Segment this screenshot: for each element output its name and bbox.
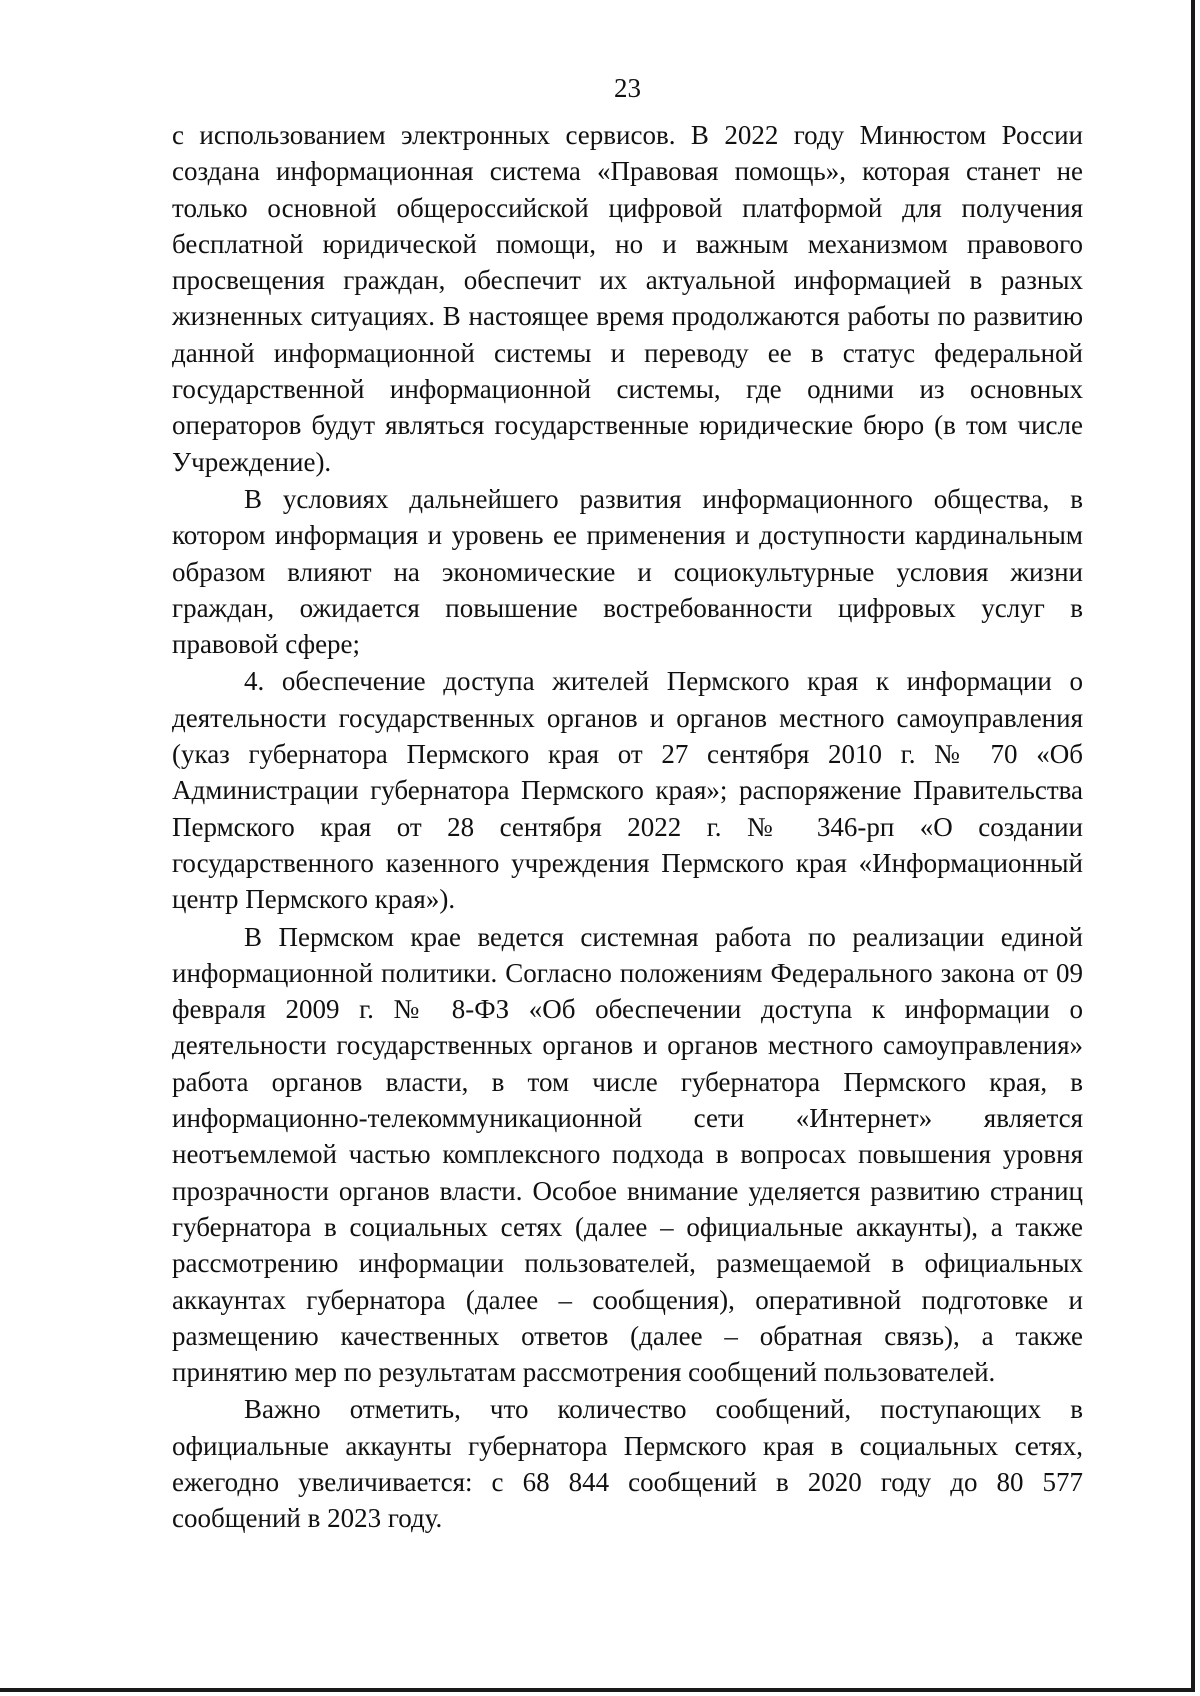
paragraph-information-society: В условиях дальнейшего развития информационного общества, в котором информация и уровень ее применения и доступности кардинальным образом влияют на экономические и социокультурные условия жизни граждан, ожидается повышение востребованности цифровых услуг в правовой сфере; — [172, 483, 1083, 660]
document-body — [172, 117, 1083, 1537]
paragraph-continuation: с использованием электронных сервисов. В 2022 году Минюстом России создана информационная система «Правовая помощь», которая станет не только основной общероссийской цифровой платформой для получения бесплатной юридической помощи, но и важным механизмом правового просвещения граждан, обеспечит их актуальной информацией в разных жизненных ситуациях. В настоящее время продолжаются работы по развитию данной информационной системы и переводу ее в статус федеральной государственной информационной системы, где одними из основных операторов будут являться государственные юридические бюро (в том числе Учреждение). — [172, 120, 1083, 477]
page-number: 23 — [614, 73, 641, 103]
paragraph-message-count: Важно отметить, что количество сообщений, поступающих в официальные аккаунты губернатора Пермского края в социальных сетях, ежегодно увеличивается: с 68 844 сообщений в 2020 году до 80 577 сообщений в 2023 году. — [172, 1394, 1083, 1534]
paragraph-information-policy: В Пермском крае ведется системная работа по реализации единой информационной политики. Согласно положениям Федерального закона от 09 февраля 2009 г. № 8-ФЗ «Об обеспечении доступа к информации о деятельности государственных органов и органов местного самоуправления» работа органов власти, в том числе губернатора Пермского края, в информационно-телекоммуникационной сети «Интернет» является неотъемлемой частью комплексного подхода в вопросах повышения уровня прозрачности органов власти. Особое внимание уделяется развитию страниц губернатора в социальных сетях (далее – официальные аккаунты), а также рассмотрению информации пользователей, размещаемой в официальных аккаунтах губернатора (далее – сообщения), оперативной подготовке и размещению качественных ответов (далее – обратная связь), а также принятию мер по результатам рассмотрения сообщений пользователей. — [172, 921, 1083, 1388]
paragraph-item-4: 4. обеспечение доступа жителей Пермского края к информации о деятельности государственных органов и органов местного самоуправления (указ губернатора Пермского края от 27 сентября 2010 г. № 70 «Об Администрации губернатора Пермского края»; распоряжение Правительства Пермского края от 28 сентября 2022 г. № 346-рп «О создании государственного казенного учреждения Пермского края «Информационный центр Пермского края»). — [172, 666, 1083, 915]
